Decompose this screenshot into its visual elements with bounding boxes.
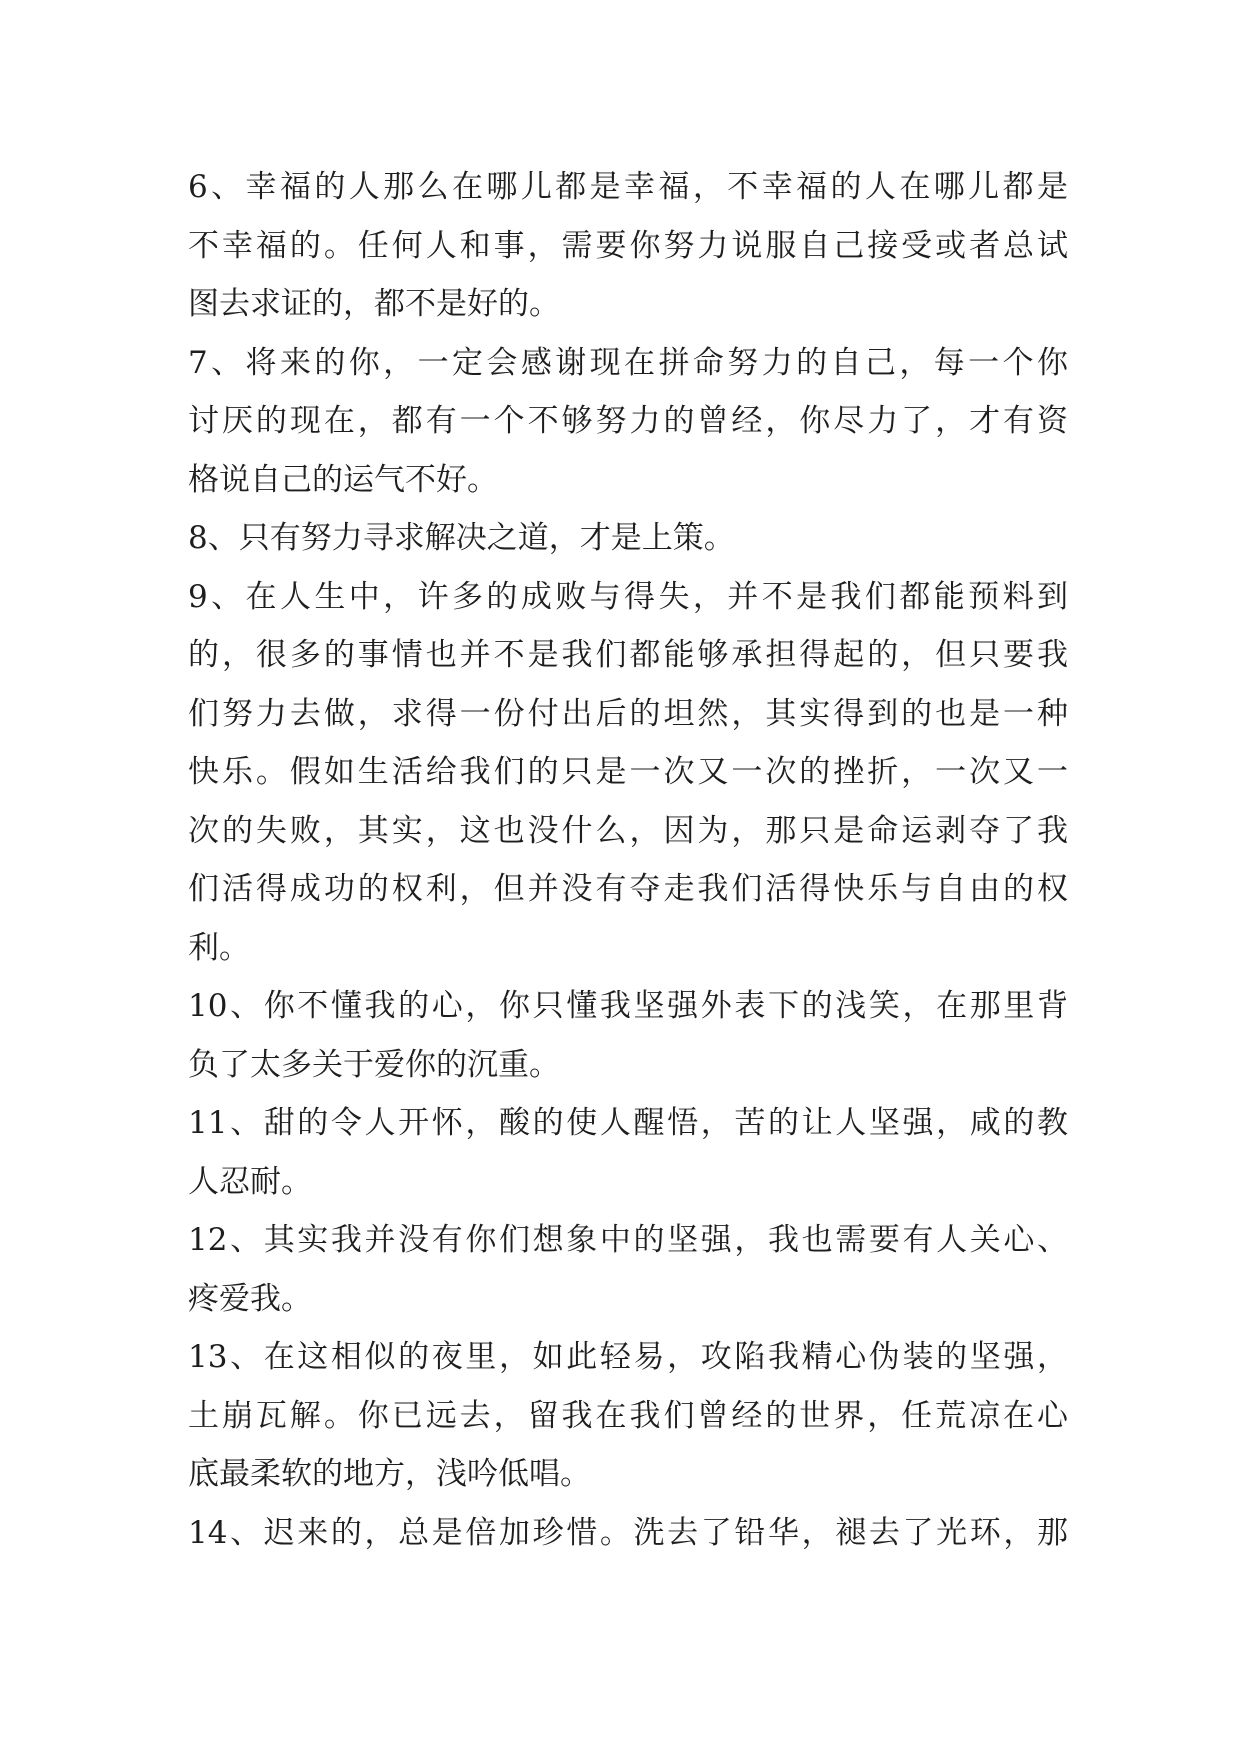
text-line: 负了太多关于爱你的沉重。 <box>188 1046 560 1083</box>
paragraph-6 <box>188 158 1068 334</box>
text-line: 14、迟来的，总是倍加珍惜。洗去了铅华，褪去了光环，那 <box>188 1514 1068 1551</box>
text-line: 们努力去做，求得一份付出后的坦然，其实得到的也是一种 <box>188 695 1068 732</box>
text-line: 10、你不懂我的心，你只懂我坚强外表下的浅笑，在那里背 <box>188 988 1068 1024</box>
paragraph-8 <box>188 509 1068 568</box>
text-line: 土崩瓦解。你已远去，留我在我们曾经的世界，任荒凉在心 <box>188 1397 1068 1434</box>
text-line: 们活得成功的权利，但并没有夺走我们活得快乐与自由的权 <box>188 871 1068 907</box>
text-line: 不幸福的。任何人和事，需要你努力说服自己接受或者总试 <box>188 227 1068 264</box>
text-line: 疼爱我。 <box>188 1280 312 1317</box>
text-line: 格说自己的运气不好。 <box>188 461 498 498</box>
text-line: 12、其实我并没有你们想象中的坚强，我也需要有人关心、 <box>188 1222 1068 1258</box>
text-line: 6、幸福的人那么在哪儿都是幸福，不幸福的人在哪儿都是 <box>188 169 1068 205</box>
text-line: 利。 <box>188 929 250 966</box>
text-line: 13、在这相似的夜里，如此轻易，攻陷我精心伪装的坚强， <box>188 1339 1068 1375</box>
text-line: 11、甜的令人开怀，酸的使人醒悟，苦的让人坚强，咸的教 <box>188 1105 1068 1141</box>
paragraph-11 <box>188 1094 1068 1211</box>
text-line: 讨厌的现在，都有一个不够努力的曾经，你尽力了，才有资 <box>188 403 1068 439</box>
paragraph-9 <box>188 568 1068 978</box>
paragraph-13 <box>188 1328 1068 1504</box>
text-line: 底最柔软的地方，浅吟低唱。 <box>188 1456 591 1492</box>
text-line: 次的失败，其实，这也没什么，因为，那只是命运剥夺了我 <box>188 812 1068 849</box>
text-line: 的，很多的事情也并不是我们都能够承担得起的，但只要我 <box>188 637 1068 673</box>
text-line: 7、将来的你，一定会感谢现在拼命努力的自己，每一个你 <box>188 344 1068 381</box>
paragraph-14 <box>188 1504 1068 1563</box>
paragraph-7 <box>188 334 1068 510</box>
text-line: 人忍耐。 <box>188 1163 312 1200</box>
text-line: 9、在人生中，许多的成败与得失，并不是我们都能预料到 <box>188 578 1068 615</box>
text-line: 快乐。假如生活给我们的只是一次又一次的挫折，一次又一 <box>188 754 1068 790</box>
document-body <box>188 158 1068 1562</box>
text-line: 8、只有努力寻求解决之道，才是上策。 <box>188 520 735 556</box>
paragraph-12 <box>188 1211 1068 1328</box>
text-line: 图去求证的，都不是好的。 <box>188 286 560 322</box>
paragraph-10 <box>188 977 1068 1094</box>
